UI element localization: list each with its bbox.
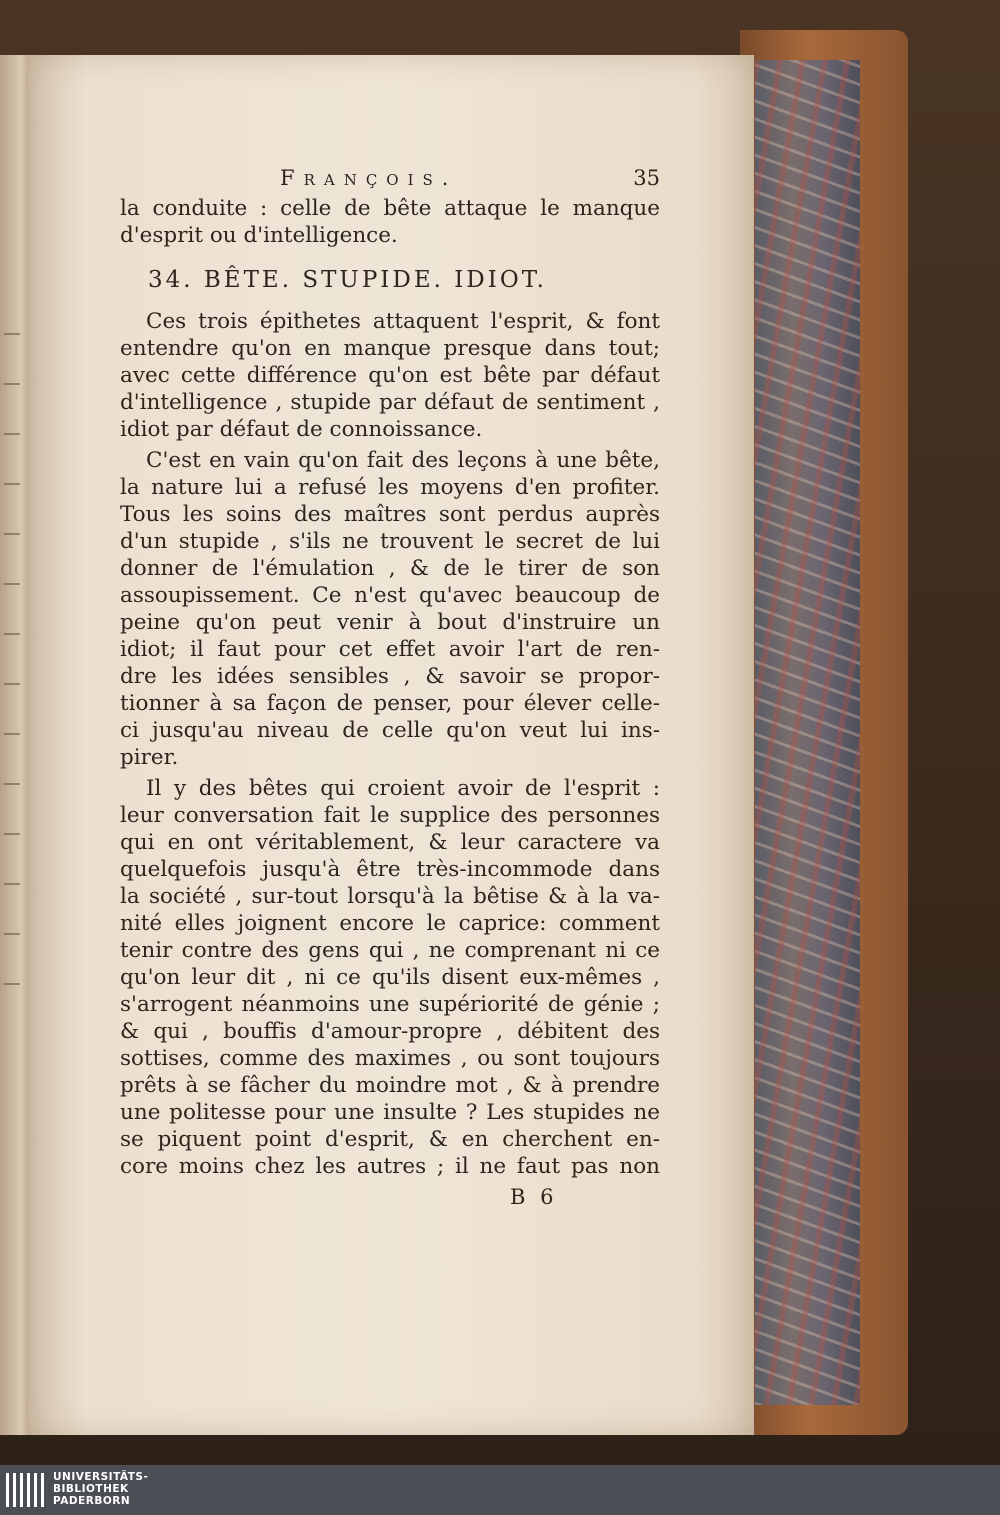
paragraph-definitions (120, 308, 660, 443)
text-line: sottises, comme des maximes , ou sont toujours (120, 1046, 660, 1071)
text-line: Il y des bêtes qui croient avoir de l'esprit : (146, 776, 660, 801)
text-line: la conduite : celle de bête attaque le manque (120, 196, 660, 221)
text-line: se piquent point d'esprit, & en cherchent en- (120, 1127, 660, 1152)
text-line: la nature lui a refusé les moyens d'en profiter. (120, 475, 660, 500)
text-line: idiot; il faut pour cet effet avoir l'art de ren- (120, 637, 660, 662)
library-name-line: PADERBORN (53, 1495, 131, 1507)
facing-page-edge (0, 55, 30, 1435)
text-line: core moins chez les autres ; il ne faut pas non (120, 1154, 660, 1179)
text-line: ci jusqu'au niveau de celle qu'on veut lui ins- (120, 718, 660, 743)
paragraph-conversation (120, 775, 660, 1180)
text-line: d'esprit ou d'intelligence. (120, 223, 398, 248)
text-line: quelquefois jusqu'à être très-incommode dans (120, 857, 660, 882)
text-line: pirer. (120, 745, 179, 770)
text-line: qu'on leur dit , ni ce qu'ils disent eux-mêmes , (120, 965, 660, 990)
library-name (53, 1471, 148, 1507)
text-line: dre les idées sensibles , & savoir se propor- (120, 664, 660, 689)
text-line: tionner à sa façon de penser, pour élever celle- (120, 691, 660, 716)
text-line: entendre qu'on en manque presque dans tout; (120, 336, 660, 361)
text-line: C'est en vain qu'on fait des leçons à une bête, (146, 448, 660, 473)
marbled-page-edges (755, 60, 860, 1405)
library-name-line: UNIVERSITÄTS- (53, 1471, 149, 1483)
library-banner (0, 1465, 1000, 1515)
text-line: donner de l'émulation , & de le tirer de son (120, 556, 660, 581)
paragraph-continuation (120, 195, 660, 249)
text-line: peine qu'on peut venir à bout d'instruire un (120, 610, 660, 635)
text-line: leur conversation fait le supplice des personnes (120, 803, 660, 828)
text-line: avec cette différence qu'on est bête par défaut (120, 363, 660, 388)
page-text (120, 165, 660, 1212)
text-line: prêts à se fâcher du moindre mot , & à prendre (120, 1073, 660, 1098)
signature-text: B 6 (510, 1185, 558, 1209)
text-line: s'arrogent néanmoins une supériorité de génie ; (120, 992, 660, 1017)
library-logo-icon (6, 1473, 48, 1507)
book-page (28, 55, 754, 1435)
paragraph-lessons (120, 447, 660, 771)
page-number: 35 (633, 166, 660, 190)
library-name-line: BIBLIOTHEK (53, 1483, 129, 1495)
signature-mark (120, 1184, 660, 1212)
text-line: idiot par défaut de connoissance. (120, 417, 483, 442)
text-line: Ces trois épithetes attaquent l'esprit, & font (146, 309, 660, 334)
text-line: la société , sur-tout lorsqu'à la bêtise & à la va- (120, 884, 660, 909)
text-line: Tous les soins des maîtres sont perdus auprès (120, 502, 660, 527)
text-line: tenir contre des gens qui , ne comprenant ni ce (120, 938, 660, 963)
running-head (120, 165, 660, 195)
text-line: qui en ont véritablement, & leur caractere va (120, 830, 660, 855)
running-head-title: François. (280, 166, 458, 190)
text-line: nité elles joignent encore le caprice: comment (120, 911, 660, 936)
section-heading: 34. BÊTE. STUPIDE. IDIOT. (148, 267, 547, 293)
text-line: & qui , bouffis d'amour-propre , débitent des (120, 1019, 660, 1044)
text-line: une politesse pour une insulte ? Les stupides ne (120, 1100, 660, 1125)
text-line: d'un stupide , s'ils ne trouvent le secret de lui (120, 529, 660, 554)
text-line: assoupissement. Ce n'est qu'avec beaucoup de (120, 583, 660, 608)
text-line: d'intelligence , stupide par défaut de sentiment , (120, 390, 660, 415)
facing-page-text-marks (4, 285, 20, 985)
